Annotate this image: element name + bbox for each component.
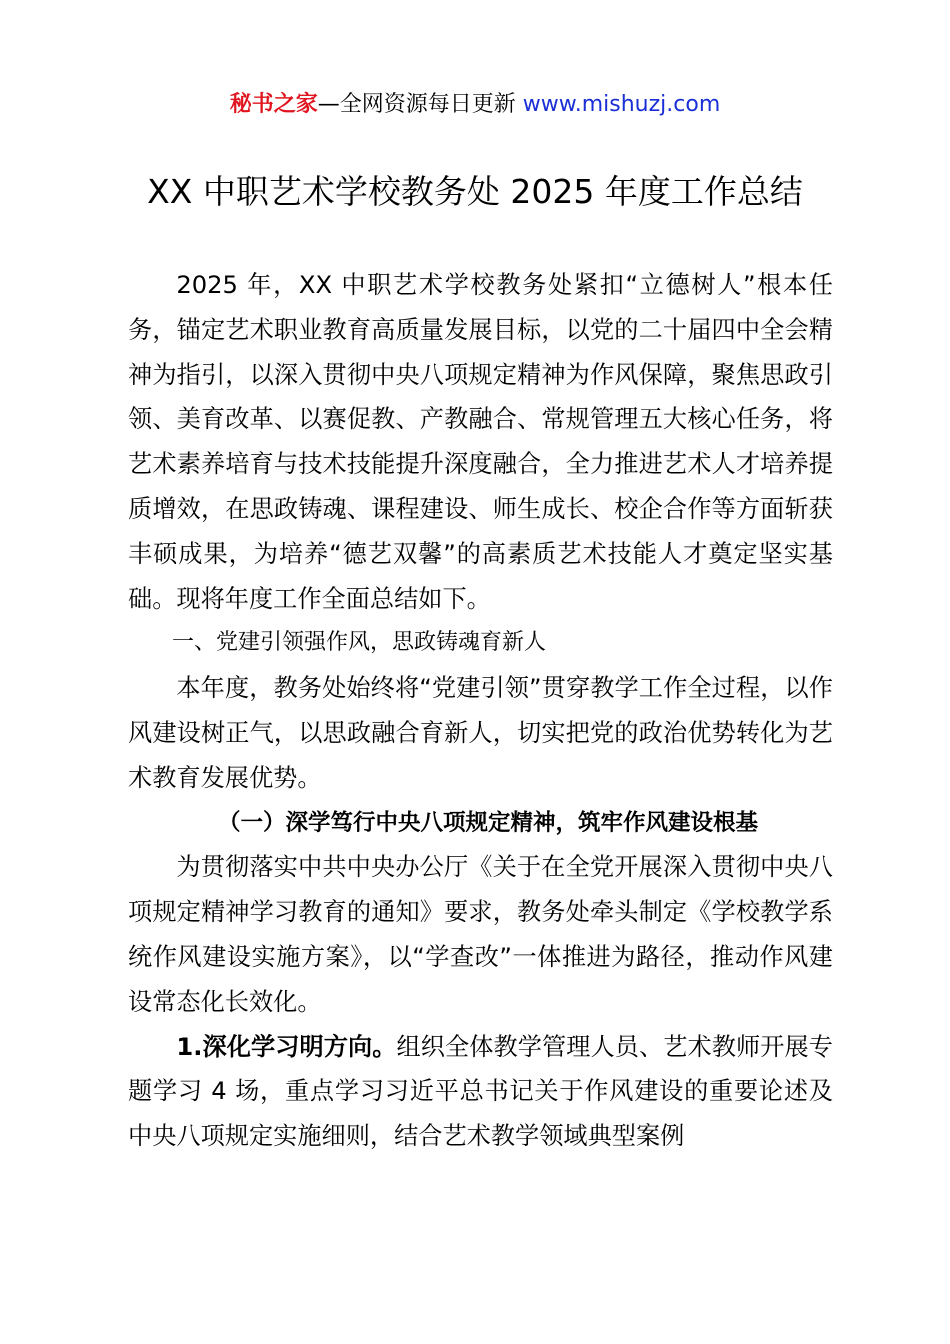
site-url-link[interactable]: www.mishuzj.com xyxy=(522,92,721,117)
header-slogan: —全网资源每日更新 xyxy=(317,92,516,117)
subsection-paragraph-1: 为贯彻落实中共中央办公厅《关于在全党开展深入贯彻中央八项规定精神学习教育的通知》要求，教务处牵头制定《学校教学系统作风建设实施方案》，以“学查改”一体推进为路径，推动作风建设常态化长效化。 xyxy=(128,853,833,1016)
item-paragraph-1 xyxy=(128,1025,833,1159)
intro-paragraph: 2025 年，XX 中职艺术学校教务处紧扣“立德树人”根本任务，锚定艺术职业教育高质量发展目标，以党的二十届四中全会精神为指引，以深入贯彻中央八项规定精神为作风保障，聚焦思政引领、美育改革、以赛促教、产教融合、常规管理五大核心任务，将艺术素养培育与技术技能提升深度融合，全力推进艺术人才培养提质增效，在思政铸魂、课程建设、师生成长、校企合作等方面斩获丰硕成果，为培养“德艺双馨”的高素质艺术技能人才奠定坚实基础。现将年度工作全面总结如下。 xyxy=(128,271,833,613)
section-paragraph-1: 本年度，教务处始终将“党建引领”贯穿教学工作全过程，以作风建设树正气，以思政融合育新人，切实把党的政治优势转化为艺术教育发展优势。 xyxy=(128,674,833,792)
brand-name: 秘书之家 xyxy=(229,92,318,117)
document-title: XX 中职艺术学校教务处 2025 年度工作总结 xyxy=(147,172,803,211)
document-body xyxy=(128,263,833,1159)
site-header xyxy=(0,90,950,120)
subsection-heading-1: （一）深学笃行中央八项规定精神，筑牢作风建设根基 xyxy=(218,809,759,836)
item-lead-1: 1.深化学习明方向。 xyxy=(176,1032,397,1061)
item-text-1: 组织全体教学管理人员、艺术教师开展专题学习 4 场，重点学习习近平总书记关于作风建设的重要论述及中央八项规定实施细则，结合艺术教学领域典型案例 xyxy=(128,1032,833,1151)
section-heading-1: 一、党建引领强作风，思政铸魂育新人 xyxy=(172,630,547,656)
